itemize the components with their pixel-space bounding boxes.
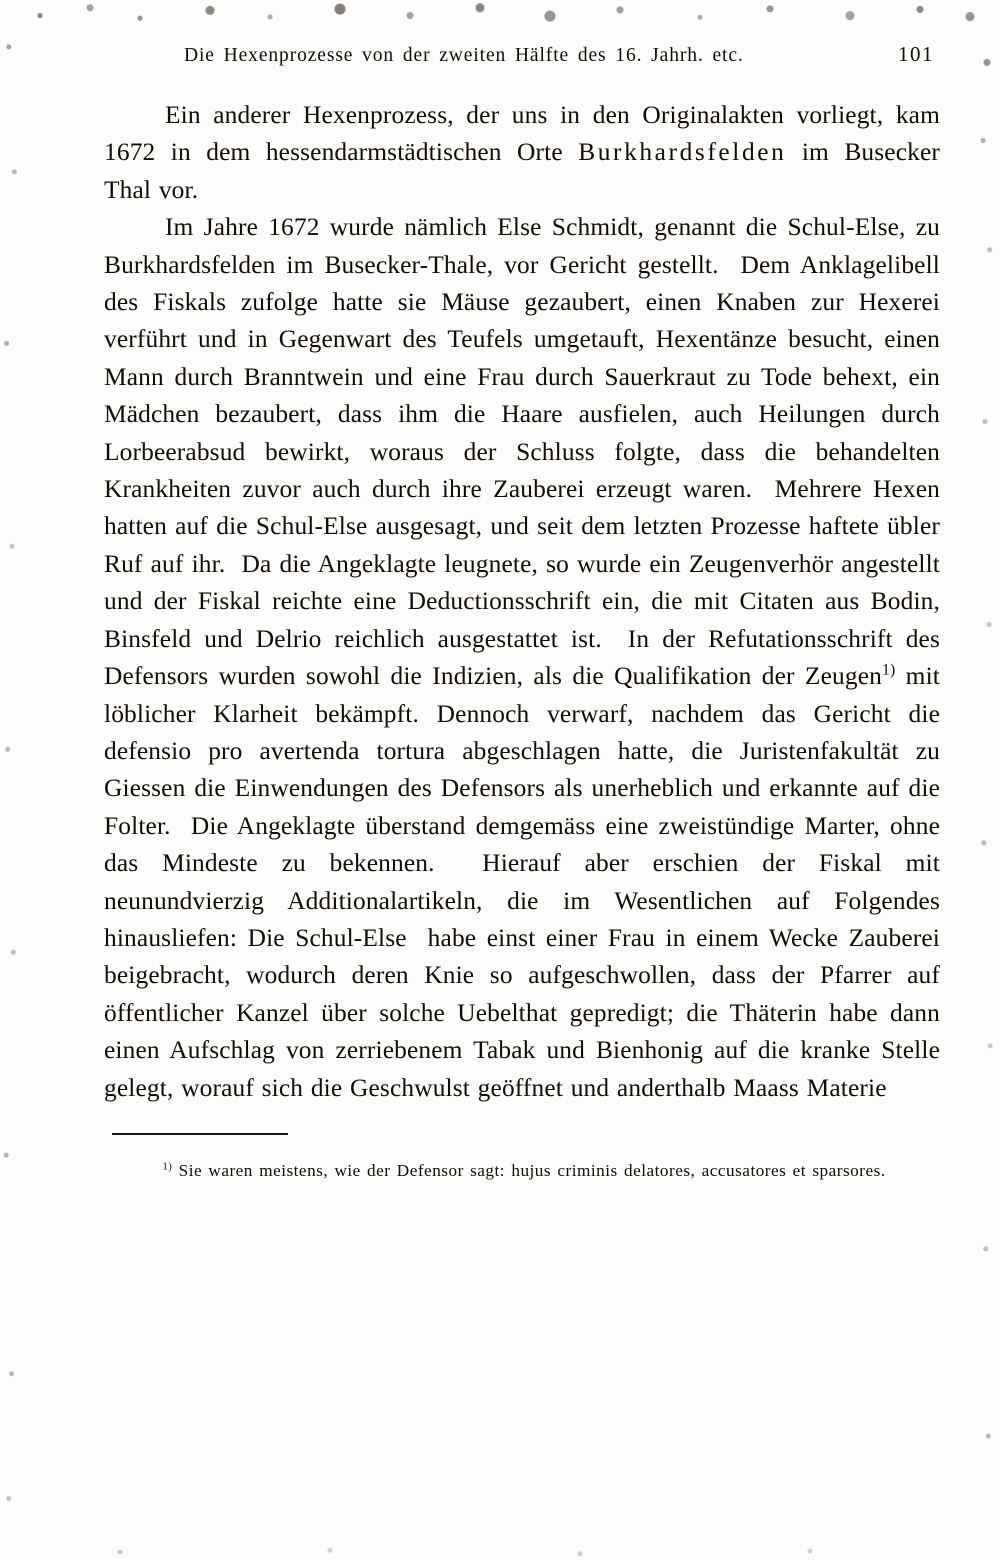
body-text	[104, 97, 940, 1107]
page-edge-noise-top	[0, 0, 1000, 26]
paragraph-1: Ein anderer Hexenprozess, der uns in den Originalakten vorliegt, kam 1672 in dem hessendarmstädtischen Orte Burkhardsfelden im Busecker Thal vor.	[104, 101, 940, 204]
emphasis-place-name: Burkhardsfelden	[578, 138, 787, 167]
footnote-body: Sie waren meistens, wie der Defensor sagt: hujus criminis delatores, accusatores et sparsores.	[178, 1160, 886, 1180]
paragraph-2: Im Jahre 1672 wurde nämlich Else Schmidt, genannt die Schul-Else, zu Burkhardsfelden im Busecker-Thale, vor Gericht gestellt. Dem Anklagelibell des Fiskals zufolge hatte sie Mäuse gezaubert, einen Knaben zur Hexerei verführt und in Gegenwart des Teufels umgetauft, Hexentänze besucht, einen Mann durch Branntwein und eine Frau durch Sauerkraut zu Tode behext, ein Mädchen bezaubert, dass ihm die Haare ausfielen, auch Heilungen durch Lorbeerabsud bewirkt, woraus der Schluss folgte, dass die behandelten Krankheiten zuvor auch durch ihre Zauberei erzeugt waren. Mehrere Hexen hatten auf die Schul-Else ausgesagt, und seit dem letzten Prozesse haftete übler Ruf auf ihr. Da die Angeklagte leugnete, so wurde ein Zeugenverhör angestellt und der Fiskal reichte eine Deductionsschrift ein, die mit Citaten aus Bodin, Binsfeld und Delrio reichlich ausgestattet ist. In der Refutationsschrift des Defensors wurden sowohl die Indizien, als die Qualifikation der Zeugen$^{1)}$ mit löblicher Klarheit bekämpft. Dennoch verwarf, nachdem das Gericht die defensio pro avertenda tortura abgeschlagen hatte, die Juristenfakultät zu Giessen die Einwendungen des Defensors als unerheblich und erkannte auf die Folter. Die Angeklagte überstand demgemäss eine zweistündige Marter, ohne das Mindeste zu bekennen. Hierauf aber erschien der Fiskal mit neunundvierzig Additionalartikeln, die im Wesentlichen auf Folgendes hinausliefen: Die Schul-Else habe einst einer Frau in einem Wecke Zauberei beigebracht, wodurch deren Knie so aufgeschwollen, dass der Pfarrer auf öffentlicher Kanzel über solche Uebelthat gepredigt; die Thäterin habe dann einen Aufschlag von zerriebenem Tabak und Bienhonig auf die kranke Stelle gelegt, worauf sich die Geschwulst geöffnet und anderthalb Maass Materie	[104, 213, 940, 1102]
footnote-reference-marker[interactable]: 1)	[881, 661, 896, 679]
footnote-block	[104, 1157, 940, 1185]
page-edge-noise-bottom	[0, 1543, 1000, 1561]
page-number: 101	[898, 42, 934, 66]
running-head	[104, 42, 940, 67]
page-content	[104, 42, 940, 1185]
page-edge-noise-left	[0, 0, 22, 1561]
footnote-marker: 1)	[162, 1161, 173, 1173]
footnote-text	[104, 1157, 940, 1185]
page-edge-noise-right	[974, 0, 1000, 1561]
footnote-separator	[112, 1133, 288, 1135]
running-head-title: Die Hexenprozesse von der zweiten Hälfte des 16. Jahrh. etc.	[184, 45, 744, 66]
